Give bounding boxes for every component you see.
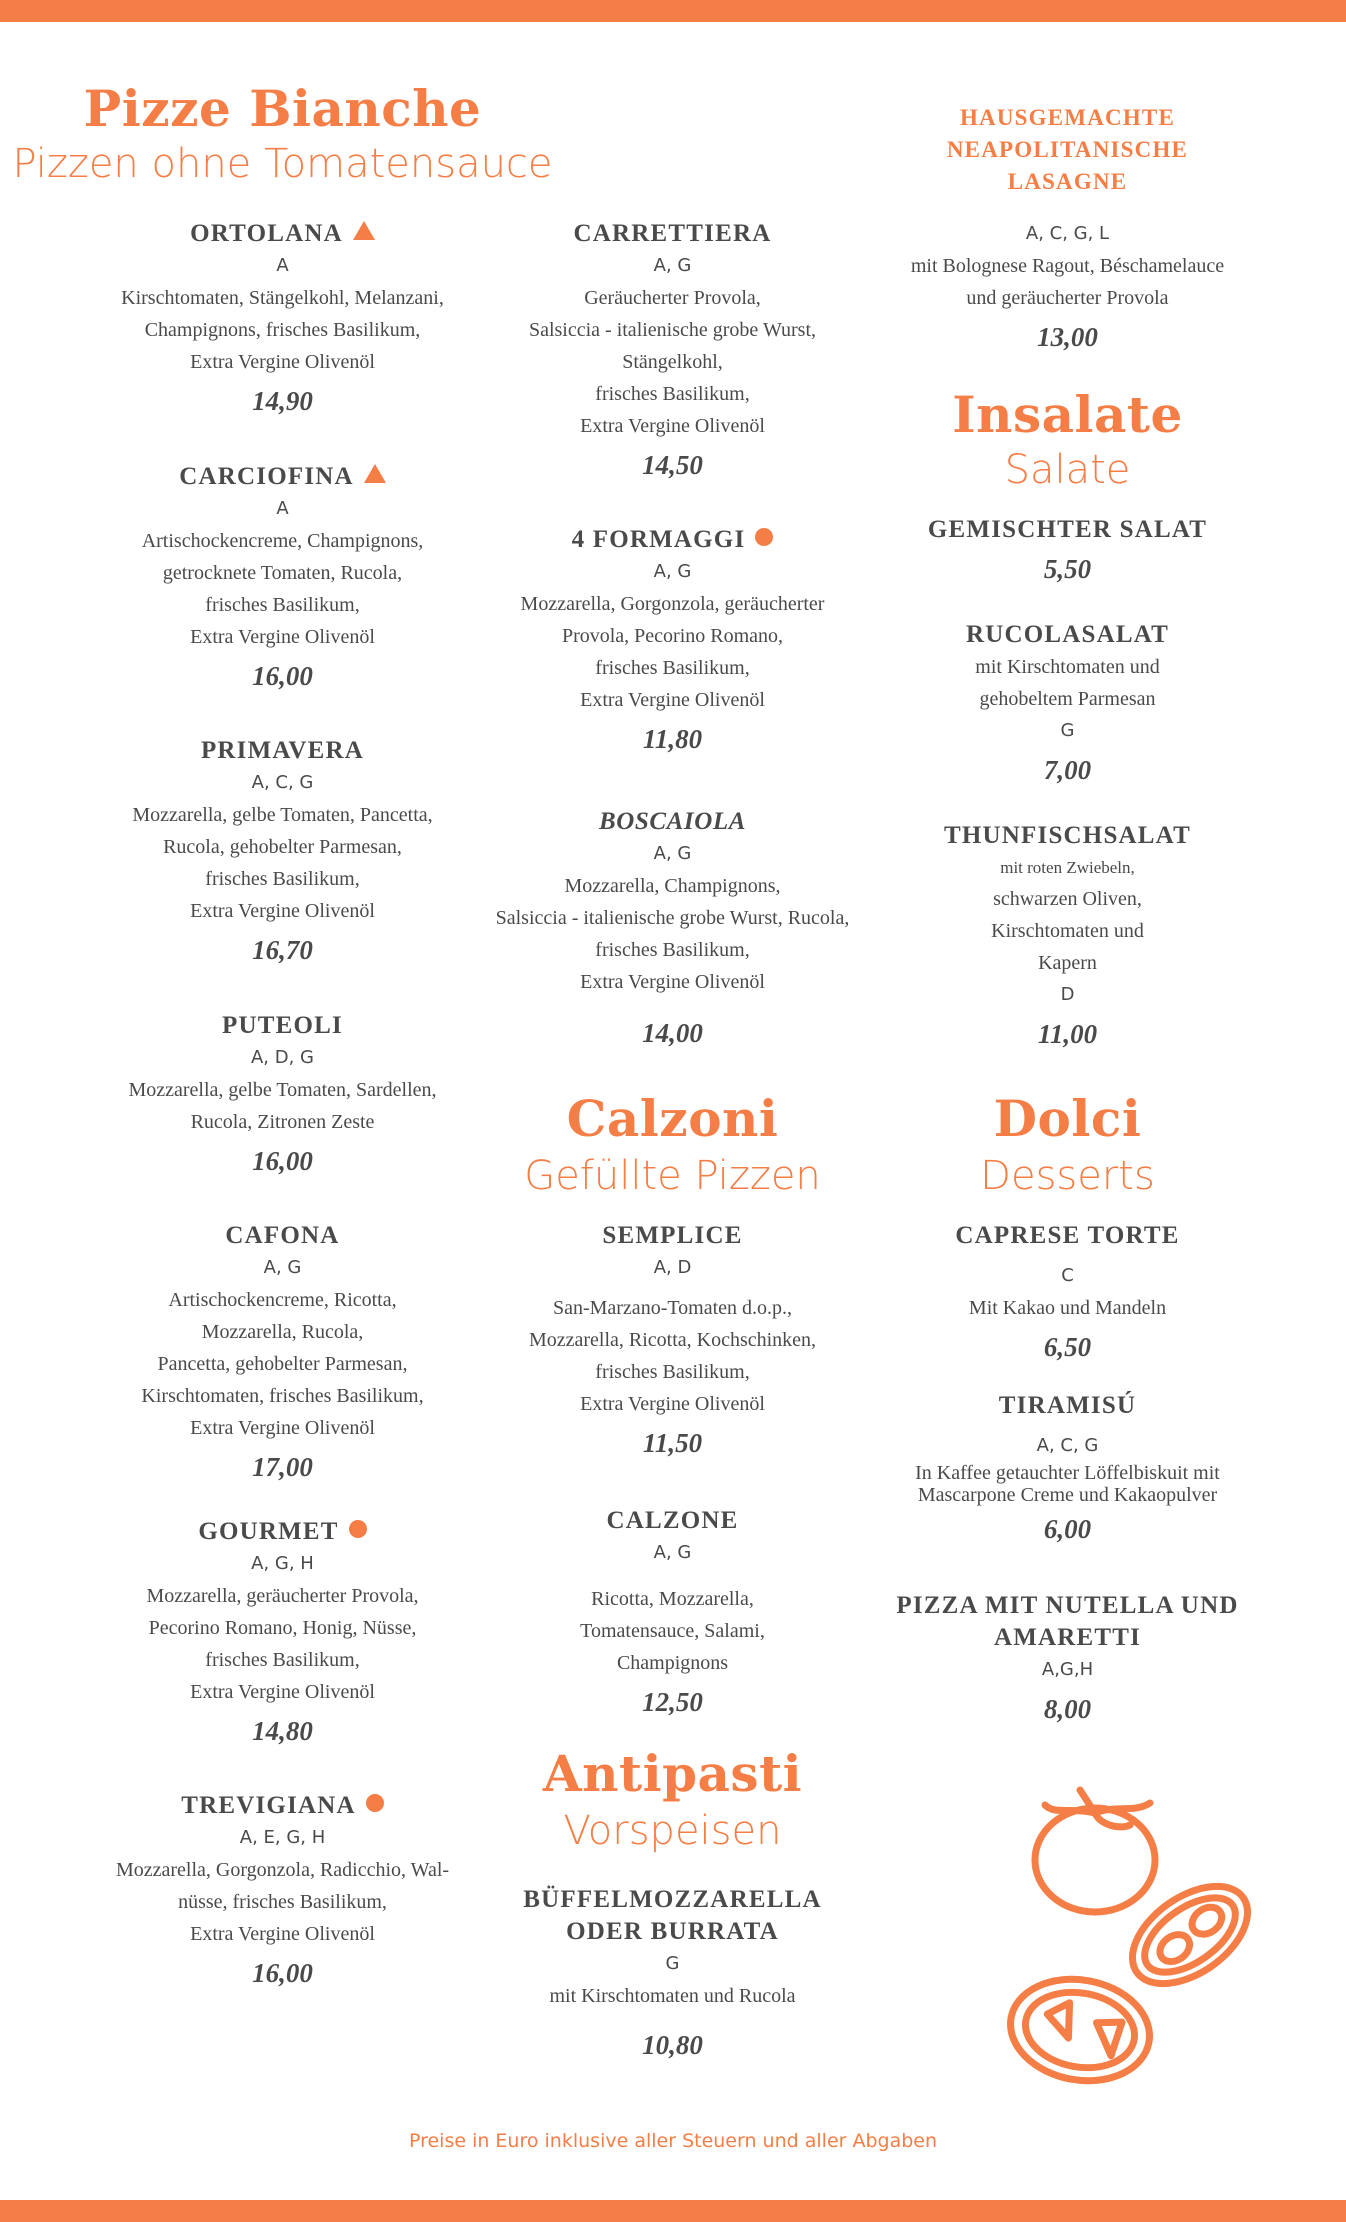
item-allergens: A xyxy=(276,498,289,519)
menu-item-caprese-torte xyxy=(880,1220,1255,1366)
item-price: 12,50 xyxy=(642,1687,703,1717)
item-description: Extra Vergine Olivenöl xyxy=(580,689,765,711)
item-description: Kirschtomaten, frisches Basilikum, xyxy=(141,1385,424,1407)
menu-item-4-formaggi xyxy=(480,524,865,758)
menu-item-cafona xyxy=(95,1220,470,1486)
item-description: Extra Vergine Olivenöl xyxy=(580,971,765,993)
item-price: 17,00 xyxy=(252,1452,313,1482)
item-allergens: G xyxy=(665,1953,680,1974)
item-description: Salsiccia - italienische grobe Wurst, xyxy=(528,319,817,341)
item-allergens: A, G xyxy=(263,1257,302,1278)
item-description: Extra Vergine Olivenöl xyxy=(190,351,375,373)
tomato-slice-icon xyxy=(1115,1867,1260,2004)
item-description: und geräucherter Provola xyxy=(966,287,1169,309)
item-description: Salsiccia - italienische grobe Wurst, Rucola, xyxy=(495,907,850,929)
item-name: ODER BURRATA xyxy=(566,1918,779,1945)
item-name: NEAPOLITANISCHE xyxy=(946,137,1189,162)
item-allergens: A, C, G xyxy=(1036,1435,1099,1456)
item-description: mit Bolognese Ragout, Béschamelauce xyxy=(910,255,1225,277)
item-name: BÜFFELMOZZARELLA xyxy=(523,1886,822,1913)
item-description: Mozzarella, geräucherter Provola, xyxy=(146,1585,419,1607)
item-price: 6,00 xyxy=(1043,1514,1092,1544)
item-name: BOSCAIOLA xyxy=(598,808,747,835)
item-name: GOURMET xyxy=(95,1516,470,1548)
item-price: 16,70 xyxy=(252,935,313,965)
item-description: frisches Basilikum, xyxy=(205,868,360,890)
item-description: Champignons, frisches Basilikum, xyxy=(144,319,421,341)
section-title-dolci: Dolci xyxy=(993,1089,1142,1148)
item-price: 11,00 xyxy=(1037,1019,1098,1049)
item-description: Kirschtomaten und xyxy=(991,920,1144,942)
dot-icon xyxy=(755,528,773,546)
menu-item-bueffelmozzarella xyxy=(480,1884,865,2064)
item-price: 6,50 xyxy=(1043,1332,1092,1362)
item-allergens: A, C, G xyxy=(251,772,314,793)
item-allergens: D xyxy=(1060,984,1075,1005)
triangle-icon xyxy=(364,464,386,483)
item-allergens: A, G xyxy=(653,843,692,864)
item-price: 8,00 xyxy=(1043,1694,1092,1724)
item-name: PRIMAVERA xyxy=(200,737,365,764)
item-description: Geräucherter Provola, xyxy=(584,287,761,309)
item-allergens: A, D xyxy=(653,1257,692,1278)
menu-item-semplice xyxy=(480,1220,865,1462)
item-description: Provola, Pecorino Romano, xyxy=(561,625,784,647)
item-description: Mozzarella, Champignons, xyxy=(564,875,781,897)
item-name: AMARETTI xyxy=(993,1624,1142,1651)
item-description: Kirschtomaten, Stängelkohl, Melanzani, xyxy=(121,287,444,309)
item-allergens: A, C, G, L xyxy=(1025,223,1110,244)
item-name: CAPRESE TORTE xyxy=(955,1222,1180,1249)
menu-item-pizza-nutella xyxy=(880,1590,1255,1728)
item-description: Extra Vergine Olivenöl xyxy=(190,900,375,922)
item-description: Extra Vergine Olivenöl xyxy=(580,1393,765,1415)
item-price: 16,00 xyxy=(252,661,313,691)
item-name: CARCIOFINA xyxy=(95,461,470,493)
item-price: 14,00 xyxy=(642,1018,703,1048)
footer-note: Preise in Euro inklusive aller Steuern und aller Abgaben xyxy=(408,2130,938,2152)
menu-item-primavera xyxy=(95,735,470,969)
item-description: gehobeltem Parmesan xyxy=(979,688,1156,710)
item-description: In Kaffee getauchter Löffelbiskuit mit xyxy=(915,1462,1220,1484)
item-description: Extra Vergine Olivenöl xyxy=(580,415,765,437)
item-description: schwarzen Oliven, xyxy=(993,888,1142,910)
whole-tomato-icon xyxy=(1035,1790,1155,1912)
menu-item-trevigiana xyxy=(95,1790,470,1992)
menu-item-calzone xyxy=(480,1505,865,1721)
item-allergens: G xyxy=(1060,720,1075,741)
tomato-half-icon xyxy=(1002,1969,1157,2085)
item-description: Extra Vergine Olivenöl xyxy=(190,1417,375,1439)
bottom-accent-bar xyxy=(0,2200,1346,2222)
section-title-pizze-bianche: Pizze Bianche xyxy=(83,79,482,138)
section-title-insalate: Insalate xyxy=(952,385,1183,444)
item-name: LASAGNE xyxy=(1007,169,1128,194)
item-description: Artischockencreme, Ricotta, xyxy=(168,1289,397,1311)
item-description: Mozzarella, Gorgonzola, geräucherter xyxy=(520,593,825,615)
item-description: Rucola, Zitronen Zeste xyxy=(190,1111,375,1133)
menu-item-gemischter-salat xyxy=(880,514,1255,588)
menu-item-lasagne xyxy=(880,102,1255,356)
top-accent-bar xyxy=(0,0,1346,22)
item-price: 16,00 xyxy=(252,1146,313,1176)
item-name: TIRAMISÚ xyxy=(998,1392,1137,1419)
item-name: ORTOLANA xyxy=(95,218,470,250)
item-description: Mozzarella, gelbe Tomaten, Pancetta, xyxy=(132,804,433,826)
item-description: mit roten Zwiebeln, xyxy=(1000,858,1135,877)
item-description: frisches Basilikum, xyxy=(205,1649,360,1671)
item-description: frisches Basilikum, xyxy=(205,594,360,616)
item-description: Mascarpone Creme und Kakaopulver xyxy=(917,1484,1218,1506)
menu-item-tiramisu xyxy=(880,1390,1255,1548)
item-description: Mit Kakao und Mandeln xyxy=(968,1297,1167,1319)
section-subtitle-pizze-bianche: Pizzen ohne Tomatensauce xyxy=(12,141,553,187)
item-description: Mozzarella, gelbe Tomaten, Sardellen, xyxy=(128,1079,437,1101)
item-allergens: A, G xyxy=(653,1542,692,1563)
item-name: HAUSGEMACHTE xyxy=(959,105,1176,130)
item-allergens: A, G xyxy=(653,561,692,582)
item-description: Kapern xyxy=(1038,952,1097,974)
item-price: 16,00 xyxy=(252,1958,313,1988)
menu-item-carciofina xyxy=(95,461,470,695)
item-description: Extra Vergine Olivenöl xyxy=(190,1923,375,1945)
item-name: SEMPLICE xyxy=(602,1222,743,1249)
menu-item-carrettiera xyxy=(480,218,865,484)
item-description: Champignons xyxy=(616,1652,729,1674)
menu-item-puteoli xyxy=(95,1010,470,1180)
menu-item-ortolana xyxy=(95,218,470,420)
item-allergens: A, D, G xyxy=(250,1047,314,1068)
item-description: Mozzarella, Gorgonzola, Radicchio, Wal- xyxy=(115,1859,450,1881)
item-description: Pecorino Romano, Honig, Nüsse, xyxy=(148,1617,417,1639)
item-name: GEMISCHTER SALAT xyxy=(927,516,1208,543)
item-description: mit Kirschtomaten und xyxy=(975,656,1160,678)
item-price: 14,90 xyxy=(252,386,313,416)
item-price: 11,50 xyxy=(642,1428,703,1458)
item-allergens: A, G, H xyxy=(251,1553,314,1574)
dot-icon xyxy=(366,1794,384,1812)
item-description: frisches Basilikum, xyxy=(595,1361,750,1383)
item-name: CALZONE xyxy=(606,1507,739,1534)
item-price: 13,00 xyxy=(1037,322,1098,352)
item-name: CARRETTIERA xyxy=(573,220,772,247)
item-description: Extra Vergine Olivenöl xyxy=(190,1681,375,1703)
item-price: 10,80 xyxy=(642,2030,703,2060)
item-allergens: A xyxy=(276,255,289,276)
item-description: nüsse, frisches Basilikum, xyxy=(178,1891,387,1913)
item-price: 11,80 xyxy=(642,724,703,754)
item-description: Rucola, gehobelter Parmesan, xyxy=(163,836,402,858)
item-allergens: A, E, G, H xyxy=(239,1827,326,1848)
section-subtitle-dolci: Desserts xyxy=(980,1153,1155,1199)
dot-icon xyxy=(349,1520,367,1538)
item-description: Artischockencreme, Champignons, xyxy=(141,530,424,552)
item-name: RUCOLASALAT xyxy=(965,621,1170,648)
item-description: frisches Basilikum, xyxy=(595,939,750,961)
item-price: 5,50 xyxy=(1043,554,1092,584)
item-description: frisches Basilikum, xyxy=(595,383,750,405)
item-allergens: A,G,H xyxy=(1041,1659,1094,1680)
item-name: 4 FORMAGGI xyxy=(480,524,865,556)
item-name: CAFONA xyxy=(225,1222,340,1249)
section-subtitle-insalate: Salate xyxy=(1004,447,1131,493)
item-price: 14,80 xyxy=(252,1716,313,1746)
item-price: 14,50 xyxy=(642,450,703,480)
item-description: Mozzarella, Ricotta, Kochschinken, xyxy=(528,1329,817,1351)
section-subtitle-antipasti: Vorspeisen xyxy=(563,1808,782,1854)
item-description: Stängelkohl, xyxy=(622,351,723,373)
item-name: PUTEOLI xyxy=(222,1012,343,1039)
item-description: San-Marzano-Tomaten d.o.p., xyxy=(552,1297,793,1319)
item-description: Extra Vergine Olivenöl xyxy=(190,626,375,648)
item-name: THUNFISCHSALAT xyxy=(944,822,1191,849)
item-description: mit Kirschtomaten und Rucola xyxy=(549,1985,796,2007)
section-subtitle-calzoni: Gefüllte Pizzen xyxy=(524,1153,821,1199)
section-title-calzoni: Calzoni xyxy=(566,1089,779,1148)
item-allergens: C xyxy=(1061,1265,1074,1286)
item-price: 7,00 xyxy=(1043,755,1092,785)
item-name: TREVIGIANA xyxy=(95,1790,470,1822)
section-title-antipasti: Antipasti xyxy=(542,1744,803,1803)
item-description: Tomatensauce, Salami, xyxy=(580,1620,765,1642)
item-description: frisches Basilikum, xyxy=(595,657,750,679)
item-name: PIZZA MIT NUTELLA UND xyxy=(896,1592,1239,1619)
item-description: Ricotta, Mozzarella, xyxy=(591,1588,754,1610)
menu-item-boscaiola xyxy=(480,806,865,1052)
menu-item-gourmet xyxy=(95,1516,470,1750)
item-allergens: A, G xyxy=(653,255,692,276)
triangle-icon xyxy=(353,221,375,240)
tomato-illustration xyxy=(1000,1785,1260,2085)
menu-item-thunfischsalat xyxy=(880,820,1255,1053)
item-description: Mozzarella, Rucola, xyxy=(201,1321,364,1343)
menu-item-rucolasalat xyxy=(880,619,1255,789)
item-description: Pancetta, gehobelter Parmesan, xyxy=(157,1353,408,1375)
item-description: getrocknete Tomaten, Rucola, xyxy=(162,562,403,584)
